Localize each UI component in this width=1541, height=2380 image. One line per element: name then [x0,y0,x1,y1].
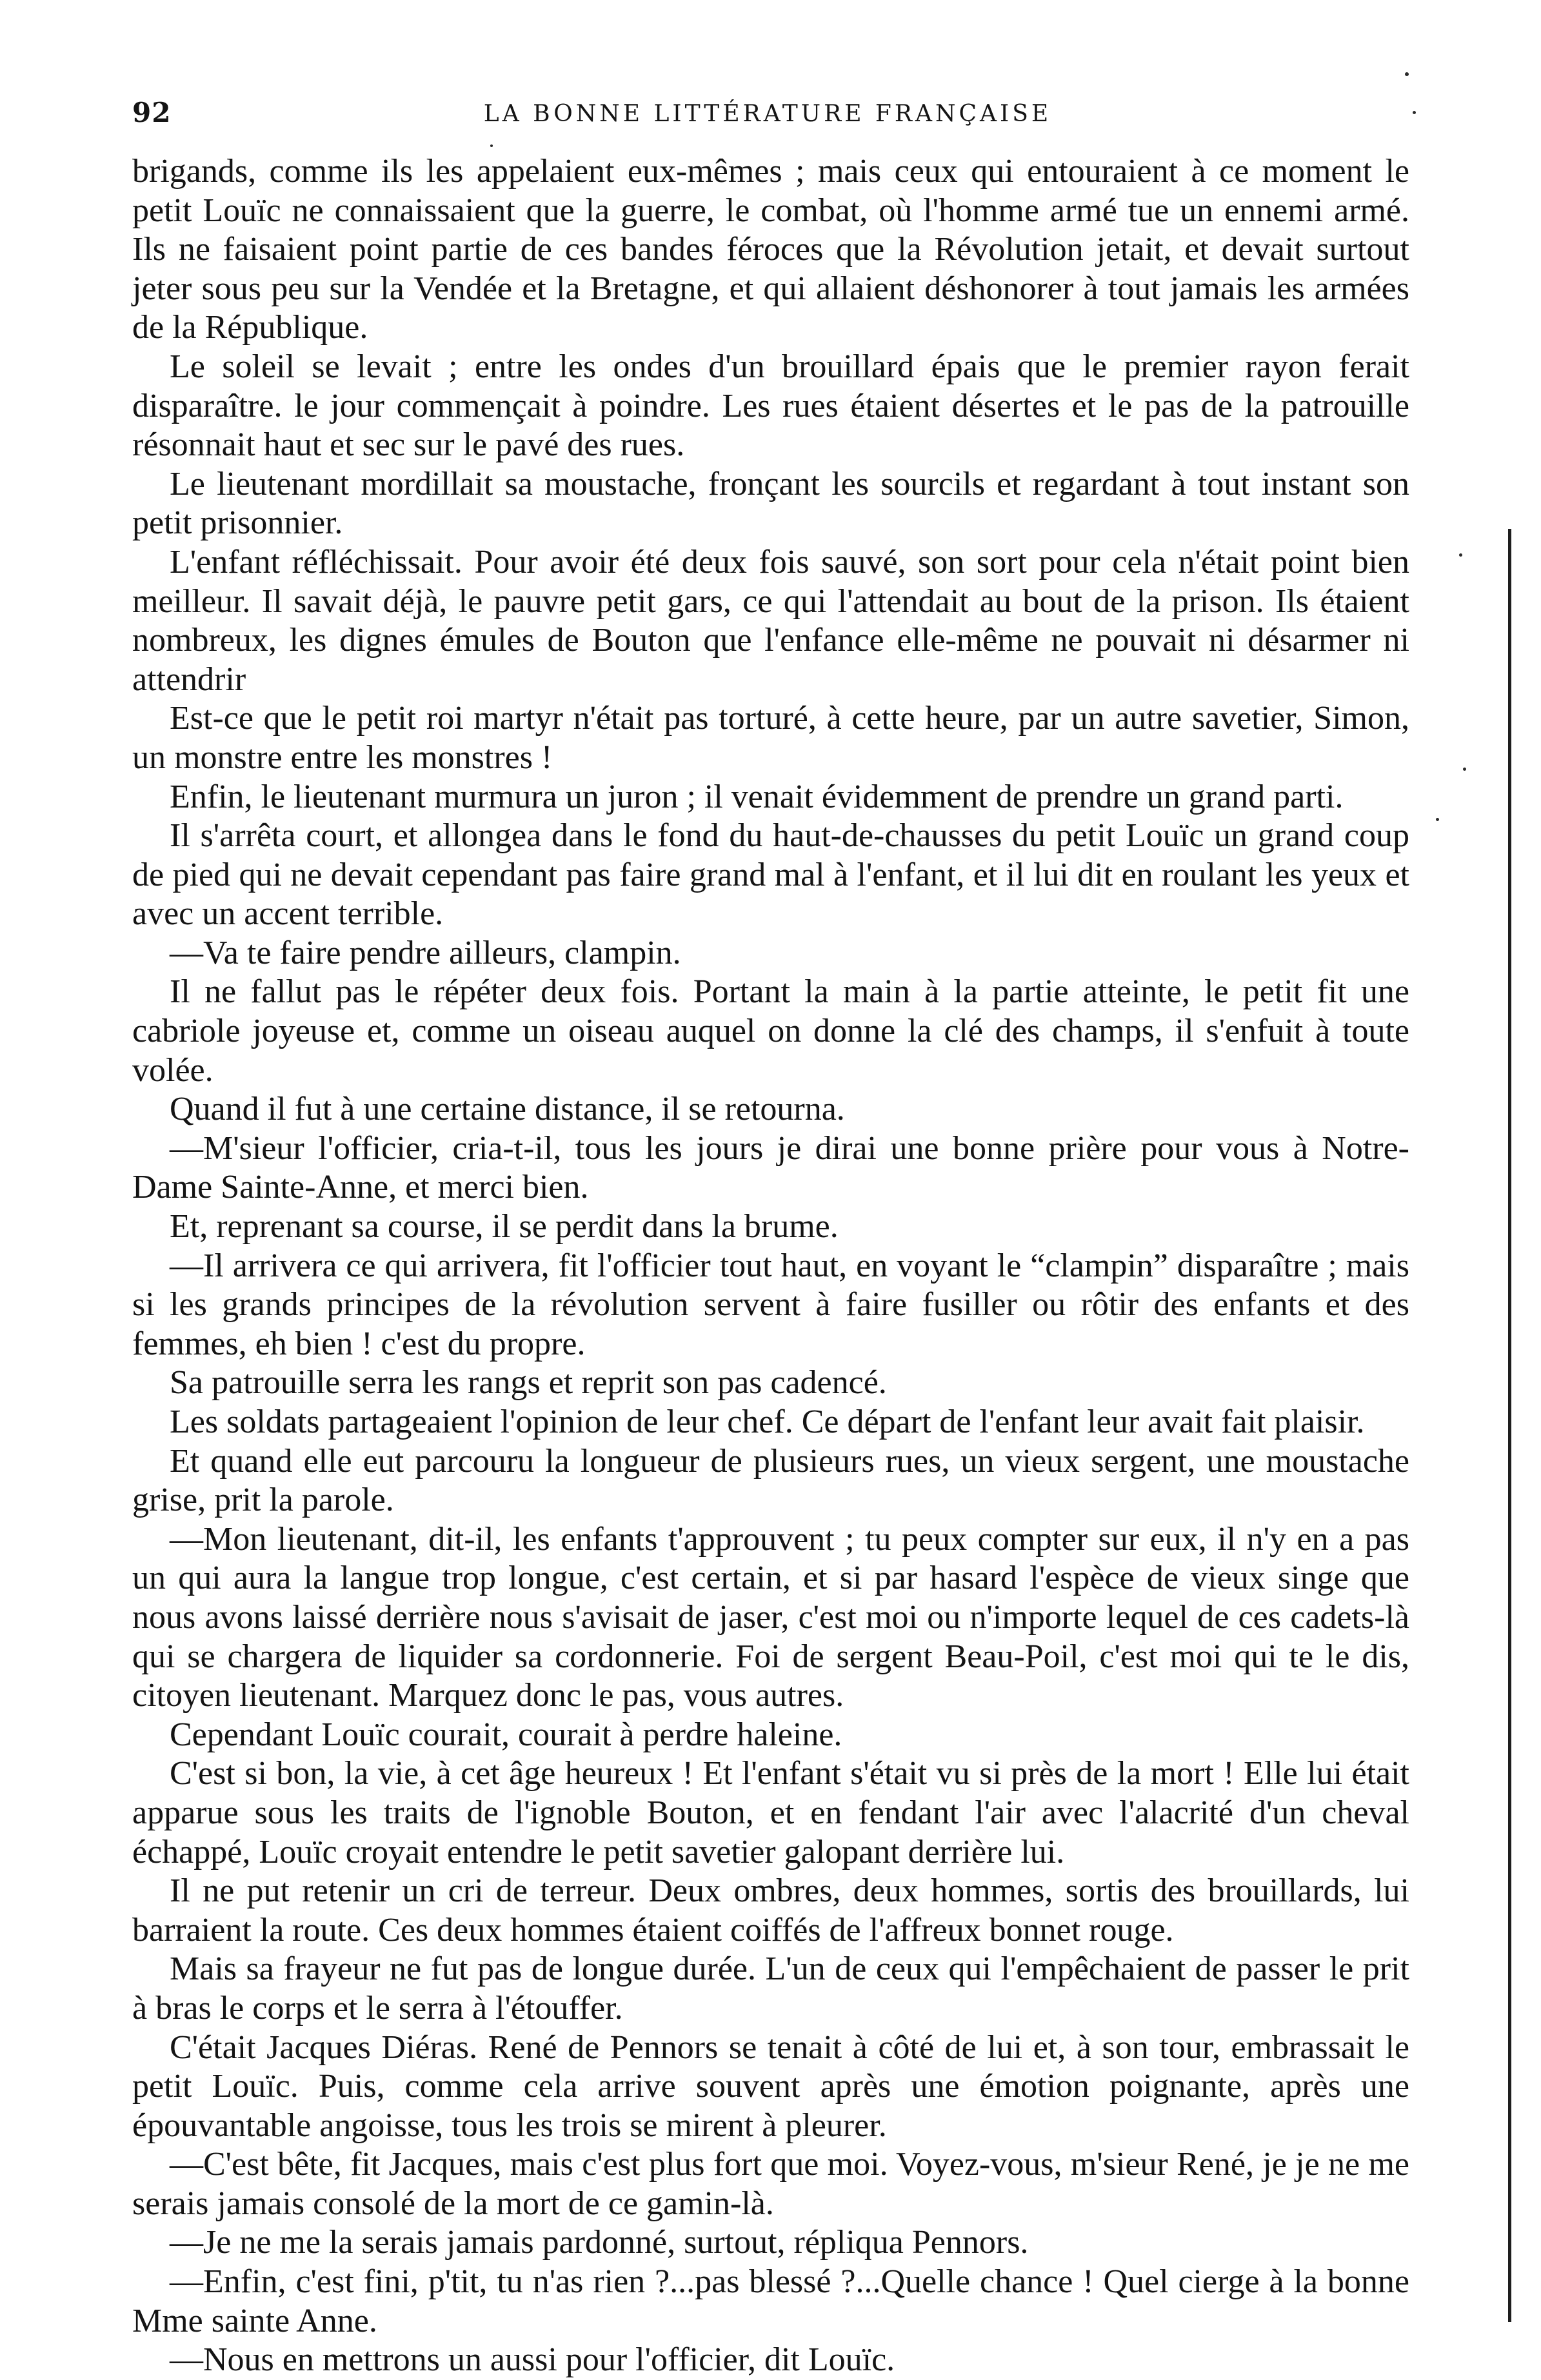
paragraph: brigands, comme ils les appelaient eux-mêmes ; mais ceux qui entouraient à ce moment le petit Louïc ne connaissaient que la guerre, le combat, où l'homme armé tue un ennemi armé. Ils ne faisaient point partie de ces bandes féroces que la Révolution jetait, et devait surtout jeter sous peu sur la Vendée et la Bretagne, et qui allaient déshonorer à tout jamais les armées de la République. [132,153,1409,346]
paragraph: Mais sa frayeur ne fut pas de longue durée. L'un de ceux qui l'empêchaient de passer le prit à bras le corps et le serra à l'étouffer. [132,1950,1409,2027]
paragraph: Et quand elle eut parcouru la longueur de plusieurs rues, un vieux sergent, une moustache grise, prit la parole. [132,1442,1409,1519]
paragraph: Et, reprenant sa course, il se perdit dans la brume. [170,1208,839,1245]
running-title: LA BONNE LITTÉRATURE FRANÇAISE [483,101,1052,127]
paragraph: Cependant Louïc courait, courait à perdre haleine. [170,1716,842,1753]
paragraph: Il ne fallut pas le répéter deux fois. Portant la main à la partie atteinte, le petit fit une cabriole joyeuse et, comme un oiseau auquel on donne la clé des champs, il s'enfuit à toute volée. [132,973,1409,1089]
paragraph: Est-ce que le petit roi martyr n'était pas torturé, à cette heure, par un autre savetier, Simon, un monstre entre les monstres ! [132,700,1409,776]
paragraph: —Je ne me la serais jamais pardonné, surtout, répliqua Pennors. [170,2224,1029,2261]
paragraph: Sa patrouille serra les rangs et reprit son pas cadencé. [170,1364,887,1402]
scan-speck [1413,111,1416,114]
paragraph: L'enfant réfléchissait. Pour avoir été deux fois sauvé, son sort pour cela n'était point bien meilleur. Il savait déjà, le pauvre petit gars, ce qui l'attendait au bout de la prison. Ils étaient nombreux, les dignes émules de Bouton que l'enfance elle-même ne pouvait ni désarmer ni attendrir [132,543,1409,698]
paragraph: Les soldats partageaient l'opinion de leur chef. Ce départ de l'enfant leur avait fait plaisir. [170,1403,1365,1440]
paragraph: —C'est bête, fit Jacques, mais c'est plus fort que moi. Voyez-vous, m'sieur René, je je ne me serais jamais consolé de la mort de ce gamin-là. [132,2146,1409,2222]
paragraph: Le lieutenant mordillait sa moustache, fronçant les sourcils et regardant à tout instant son petit prisonnier. [132,465,1409,542]
running-head [132,97,1403,135]
scan-speck [1463,768,1466,771]
paragraph: Il ne put retenir un cri de terreur. Deux ombres, deux hommes, sortis des brouillards, lui barraient la route. Ces deux hommes étaient coiffés de l'affreux bonnet rouge. [132,1872,1409,1949]
scan-speck [1436,818,1439,821]
paragraph: C'était Jacques Diéras. René de Pennors se tenait à côté de lui et, à son tour, embrassait le petit Louïc. Puis, comme cela arrive souvent après une émotion poignante, après une épouvantable angoisse, tous les trois se mirent à pleurer. [132,2028,1409,2144]
paragraph: Quand il fut à une certaine distance, il se retourna. [170,1091,845,1128]
paragraph: Enfin, le lieutenant murmura un juron ; il venait évidemment de prendre un grand parti. [170,778,1344,815]
body-text [132,152,1409,2380]
paragraph: Il s'arrêta court, et allongea dans le fond du haut-de-chausses du petit Louïc un grand coup de pied qui ne devait cependant pas faire grand mal à l'enfant, et il lui dit en roulant les yeux et avec un accent terrible. [132,817,1409,933]
paragraph: —Va te faire pendre ailleurs, clampin. [170,934,681,971]
paragraph: —Il arrivera ce qui arrivera, fit l'officier tout haut, en voyant le “clampin” disparaître ; mais si les grands principes de la révolution servent à faire fusiller ou rôtir des enfants et des femmes, eh bien ! c'est du propre. [132,1247,1409,1362]
scan-speck [1459,553,1462,557]
paragraph: —M'sieur l'officier, cria-t-il, tous les jours je dirai une bonne prière pour vous à Notre-Dame Sainte-Anne, et merci bien. [132,1129,1409,1206]
paragraph: —Mon lieutenant, dit-il, les enfants t'approuvent ; tu peux compter sur eux, il n'y en a pas un qui aura la langue trop longue, c'est certain, et si par hasard l'espèce de vieux singe que nous avons laissé derrière nous s'avisait de jaser, c'est moi ou n'importe lequel de ces cadets-là qui se chargera de liquider sa cordonnerie. Foi de sergent Beau-Poil, c'est moi qui te le dis, citoyen lieutenant. Marquez donc le pas, vous autres. [132,1520,1409,1714]
paragraph: —Enfin, c'est fini, p'tit, tu n'as rien ?...pas blessé ?...Quelle chance ! Quel cierge à la bonne Mme sainte Anne. [132,2263,1409,2339]
scan-speck [1405,72,1409,76]
paragraph: Le soleil se levait ; entre les ondes d'un brouillard épais que le premier rayon ferait disparaître. le jour commençait à poindre. Les rues étaient désertes et le pas de la patrouille résonnait haut et sec sur le pavé des rues. [132,348,1409,464]
page-number: 92 [132,97,172,128]
scan-margin-line [1508,529,1511,2322]
paragraph: C'est si bon, la vie, à cet âge heureux ! Et l'enfant s'était vu si près de la mort ! Elle lui était apparue sous les traits de l'ignoble Bouton, et en fendant l'air avec l'alacrité d'un cheval échappé, Louïc croyait entendre le petit savetier galopant derrière lui. [132,1755,1409,1870]
scan-speck [490,144,493,147]
paragraph: —Nous en mettrons un aussi pour l'officier, dit Louïc. [170,2341,895,2379]
